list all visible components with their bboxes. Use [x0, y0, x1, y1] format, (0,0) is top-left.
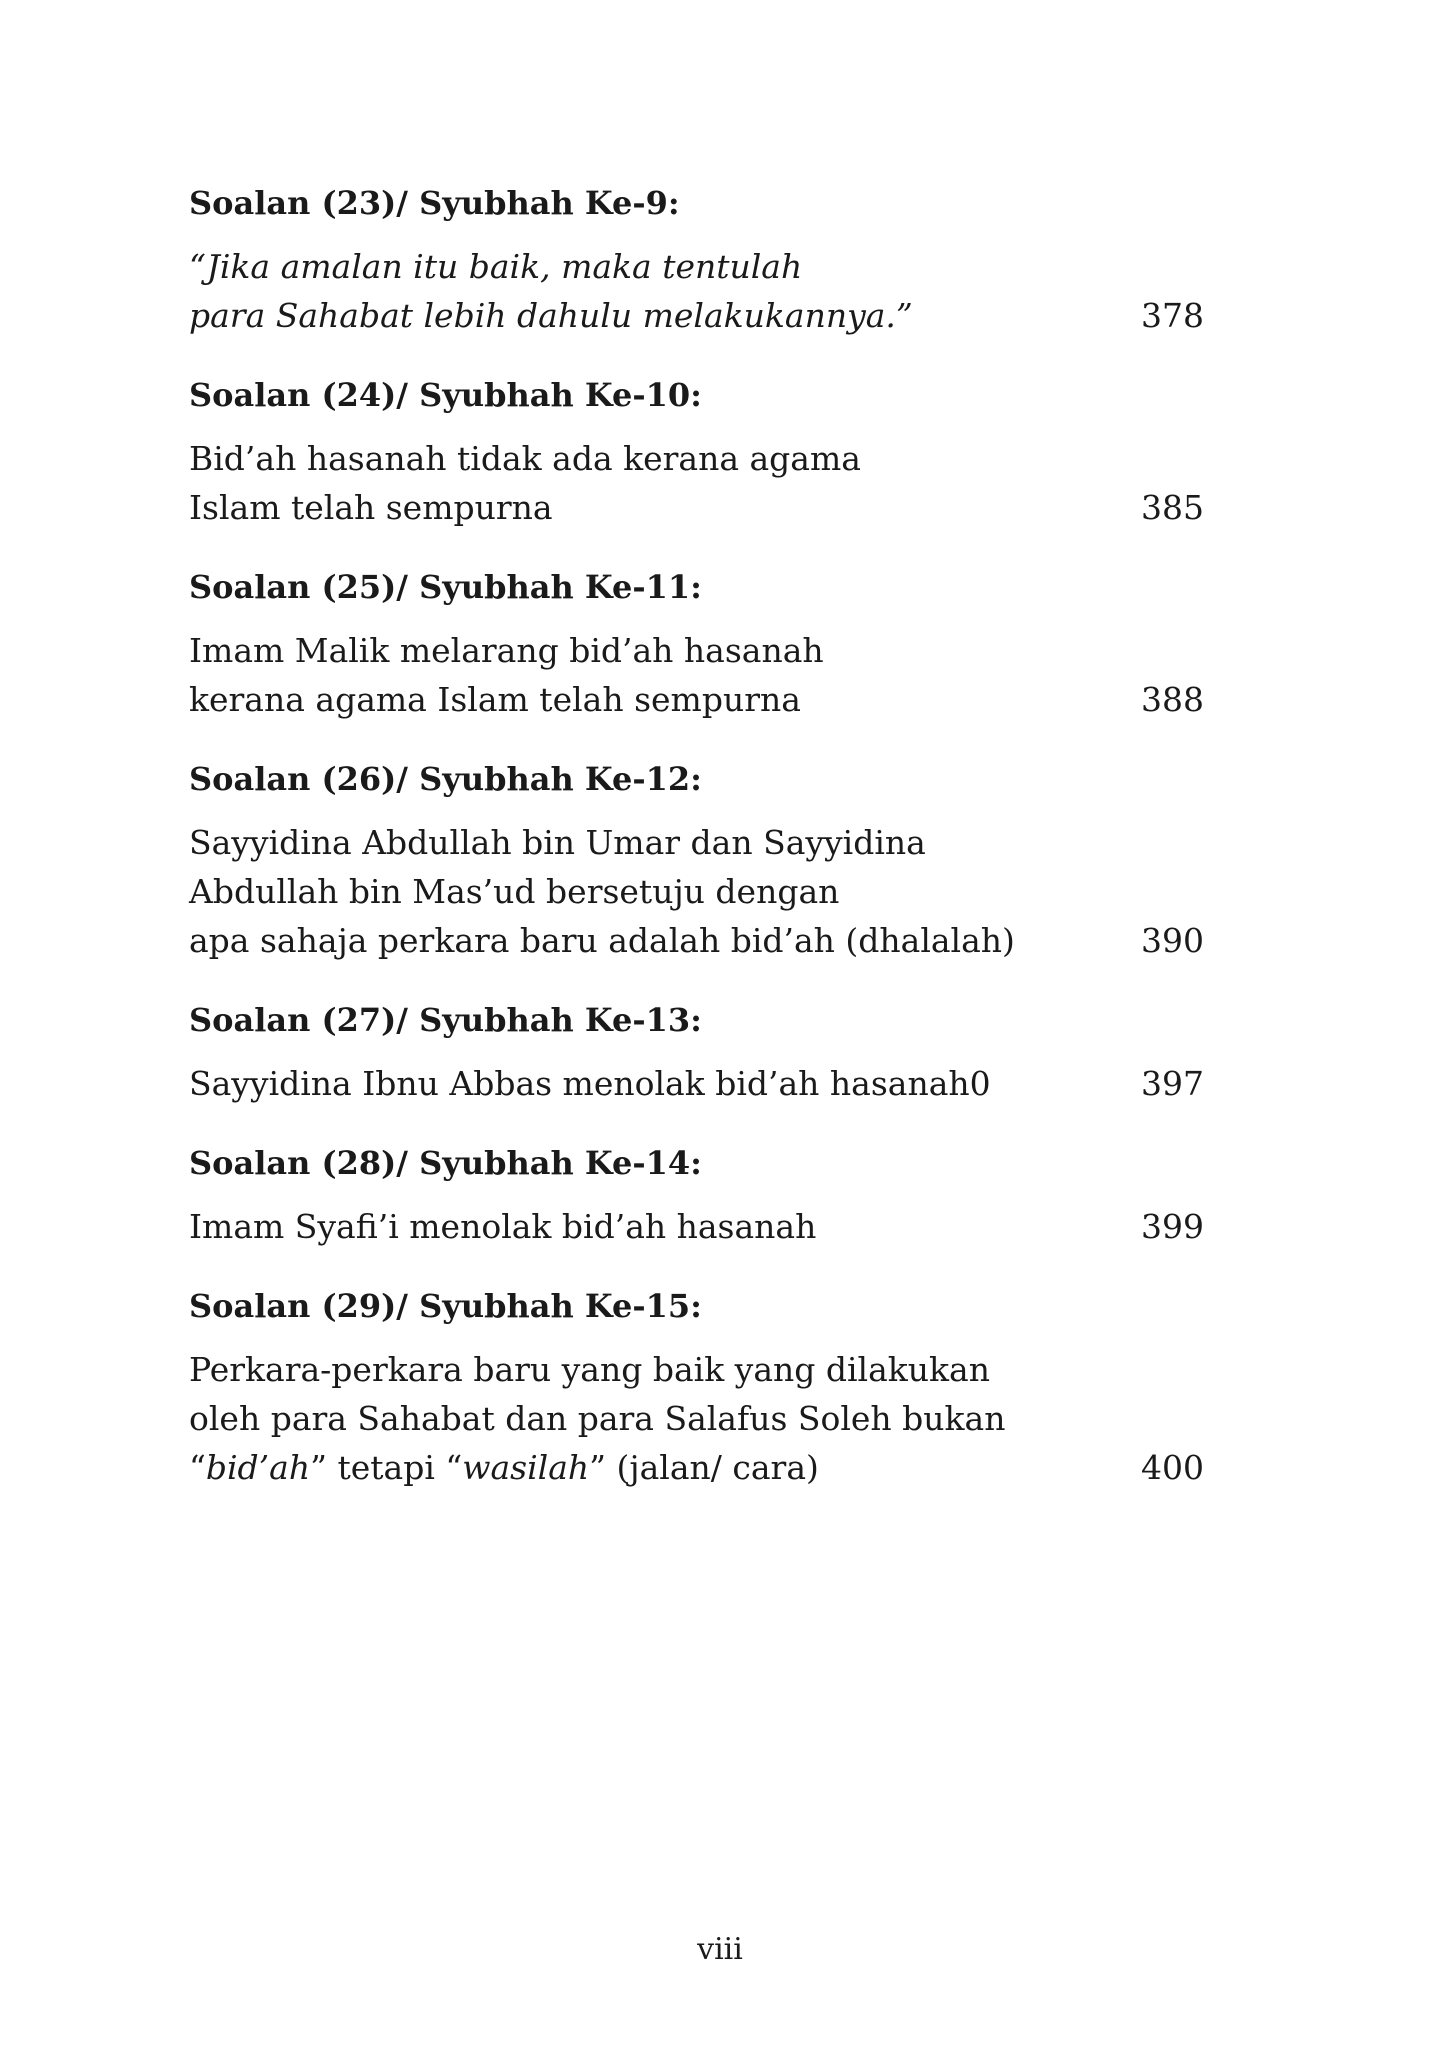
entry-heading: Soalan (24)/ Syubhah Ke-10:	[189, 376, 702, 414]
entry-title-line: Abdullah bin Mas’ud bersetuju dengan	[189, 872, 840, 911]
entry-title-line: Sayyidina Ibnu Abbas menolak bid’ah hasanah0	[189, 1064, 991, 1103]
entry-page-number: 390	[1141, 921, 1204, 960]
entry-page-number: 388	[1141, 680, 1204, 719]
toc-entry-26	[189, 754, 1204, 965]
italic-term-wasilah: wasilah	[462, 1448, 590, 1487]
entry-page-number: 397	[1141, 1064, 1204, 1103]
entry-page-number: 399	[1141, 1207, 1204, 1246]
entry-title-line: Perkara-perkara baru yang baik yang dilakukan	[189, 1350, 990, 1389]
entry-heading: Soalan (26)/ Syubhah Ke-12:	[189, 760, 702, 798]
toc-entry-25	[189, 562, 1204, 724]
entry-title	[189, 1059, 991, 1108]
toc-entry-27	[189, 995, 1204, 1108]
entry-body	[189, 434, 1204, 532]
entry-title-line: para Sahabat lebih dahulu melakukannya.”	[189, 296, 913, 335]
entry-body	[189, 1345, 1204, 1492]
quote-open: “	[189, 1448, 206, 1487]
entry-body	[189, 1202, 1204, 1251]
entry-title-line: Sayyidina Abdullah bin Umar dan Sayyidina	[189, 823, 926, 862]
entry-page-number: 400	[1141, 1448, 1204, 1487]
entry-title	[189, 242, 913, 340]
quote-close: ”	[310, 1448, 327, 1487]
entry-title-line: oleh para Sahabat dan para Salafus Soleh bukan	[189, 1399, 1006, 1438]
entry-title	[189, 1202, 816, 1251]
entry-title	[189, 434, 861, 532]
entry-body	[189, 818, 1204, 965]
toc-entry-24	[189, 370, 1204, 532]
entry-title-line-mixed	[189, 1443, 1005, 1492]
entry-body	[189, 242, 1204, 340]
entry-title-line: Bid’ah hasanah tidak ada kerana agama	[189, 439, 861, 478]
entry-body	[189, 626, 1204, 724]
entry-title-line: kerana agama Islam telah sempurna	[189, 680, 801, 719]
entry-heading: Soalan (28)/ Syubhah Ke-14:	[189, 1144, 702, 1182]
entry-title-line: “Jika amalan itu baik, maka tentulah	[189, 247, 803, 286]
entry-heading: Soalan (25)/ Syubhah Ke-11:	[189, 568, 702, 606]
table-of-contents	[189, 178, 1204, 1522]
quote-close: ”	[589, 1448, 607, 1487]
toc-entry-23	[189, 178, 1204, 340]
entry-body	[189, 1059, 1204, 1108]
entry-page-number: 385	[1141, 488, 1204, 527]
entry-heading: Soalan (29)/ Syubhah Ke-15:	[189, 1287, 702, 1325]
connector-text: tetapi	[326, 1448, 446, 1487]
entry-title	[189, 818, 1015, 965]
entry-heading: Soalan (23)/ Syubhah Ke-9:	[189, 184, 680, 222]
toc-entry-28	[189, 1138, 1204, 1251]
entry-page-number: 378	[1141, 296, 1204, 335]
italic-term-bidah: bid’ah	[205, 1448, 311, 1487]
entry-title	[189, 626, 824, 724]
entry-title-line: Islam telah sempurna	[189, 488, 553, 527]
entry-title-line: apa sahaja perkara baru adalah bid’ah (dhalalah)	[189, 921, 1015, 960]
entry-title-line: Imam Malik melarang bid’ah hasanah	[189, 631, 824, 670]
entry-heading: Soalan (27)/ Syubhah Ke-13:	[189, 1001, 702, 1039]
entry-title-line: Imam Syafi’i menolak bid’ah hasanah	[189, 1207, 817, 1246]
toc-entry-29	[189, 1281, 1204, 1492]
page-footer-number: viii	[697, 1932, 743, 1967]
quote-open: “	[445, 1448, 463, 1487]
trailing-text: (jalan/ cara)	[606, 1448, 819, 1487]
entry-title	[189, 1345, 1005, 1492]
